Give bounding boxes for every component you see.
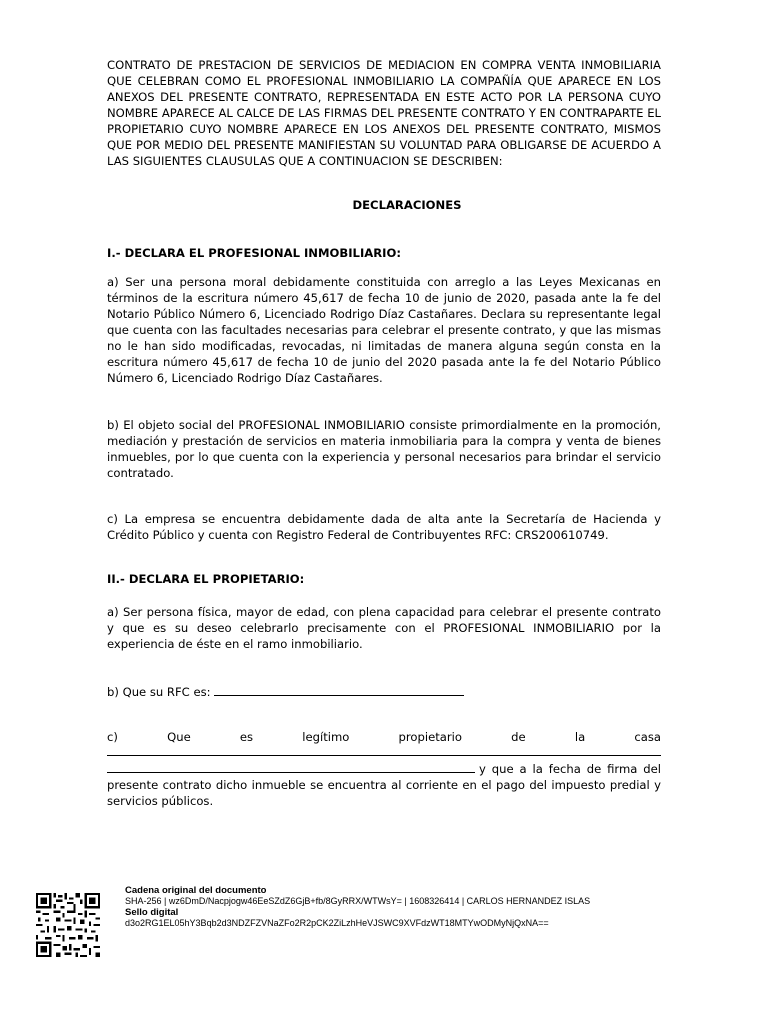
section-2-heading: II.- DECLARA EL PROPIETARIO: — [107, 572, 305, 586]
clause-c-word: legítimo — [302, 730, 350, 744]
declaraciones-title: DECLARACIONES — [352, 198, 462, 212]
cadena-label: Cadena original del documento — [125, 885, 267, 896]
clause-c-word: propietario — [398, 730, 462, 744]
cadena-value: SHA-256 | wz6DmD/Nacpjogw46EeSZdZ6GjB+fb/8GyRRX/WTWsY= | 1608326414 | CARLOS HERNANDEZ ISLAS — [125, 896, 591, 906]
rfc-label: b) Que su RFC es: — [107, 685, 211, 699]
clause-c-word: casa — [634, 730, 661, 744]
section-2-clause-a: a) Ser persona física, mayor de edad, con plena capacidad para celebrar el presente contrato y que es su deseo celebrarlo precisamente con el PROFESIONAL INMOBILIARIO por la experiencia de éste en el ramo inmobiliario. — [107, 605, 661, 651]
section-2-clause-c-first-line — [107, 730, 661, 744]
digital-signature-block — [125, 885, 590, 929]
clause-c-word: de — [511, 730, 526, 744]
house-blank-line-2 — [107, 760, 475, 773]
sello-label: Sello digital — [125, 907, 179, 918]
section-1-heading: I.- DECLARA EL PROFESIONAL INMOBILIARIO: — [107, 246, 401, 260]
house-blank-line — [107, 755, 661, 756]
rfc-blank-line — [214, 683, 464, 696]
section-1-clause-b: b) El objeto social del PROFESIONAL INMOBILIARIO consiste primordialmente en la promoción, mediación y prestación de servicios en materia inmobiliaria para la compra y venta de bienes inmuebles, por lo que cuenta con la experiencia y personal necesarios para brindar el servicio contratado. — [107, 418, 661, 480]
section-1-clause-a: a) Ser una persona moral debidamente constituida con arreglo a las Leyes Mexicanas en términos de la escritura número 45,617 de fecha 10 de junio de 2020, pasada ante la fe del Notario Público Número 6, Licenciado Rodrigo Díaz Castañares. Declara su representante legal que cuenta con las facultades necesarias para celebrar el presente contrato, y que las mismas no le han sido modificadas, revocadas, ni limitadas de manera alguna según consta en la escritura número 45,617 de fecha 10 de junio del 2020 pasada ante la fe del Notario Público Número 6, Licenciado Rodrigo Díaz Castañares. — [107, 275, 661, 385]
clause-c-word: es — [239, 730, 254, 744]
clause-c-rest: y que a la fecha de firma del presente contrato dicho inmueble se encuentra al corriente en el pago del impuesto predial y servicios públicos. — [107, 762, 661, 808]
section-2-clause-b — [107, 683, 464, 700]
clause-c-word: la — [574, 730, 586, 744]
clause-c-word: c) — [107, 730, 118, 744]
section-2-clause-c — [107, 760, 661, 809]
section-1-clause-c: c) La empresa se encuentra debidamente dada de alta ante la Secretaría de Hacienda y Crédito Público y cuenta con Registro Federal de Contribuyentes RFC: CRS200610749. — [107, 512, 661, 542]
qr-code-icon — [36, 893, 100, 957]
sello-value: d3o2RG1EL05hY3Bqb2d3NDZFZVNaZFo2R2pCK2ZiLzhHeVJSWC9XVFdzWT18MTYwODMyNjQxNA== — [125, 918, 549, 928]
clause-c-word: Que — [167, 730, 191, 744]
contract-intro: CONTRATO DE PRESTACION DE SERVICIOS DE MEDIACION EN COMPRA VENTA INMOBILIARIA QUE CELEBRAN COMO EL PROFESIONAL INMOBILIARIO LA COMPAÑÍA QUE APARECE EN LOS ANEXOS DEL PRESENTE CONTRATO, REPRESENTADA EN ESTE ACTO POR LA PERSONA CUYO NOMBRE APARECE AL CALCE DE LAS FIRMAS DEL PRESENTE CONTRATO Y EN CONTRAPARTE EL PROPIETARIO CUYO NOMBRE APARECE EN LOS ANEXOS DEL PRESENTE CONTRATO, MISMOS QUE POR MEDIO DEL PRESENTE MANIFIESTAN SU VOLUNTAD PARA OBLIGARSE DE ACUERDO A LAS SIGUIENTES CLAUSULAS QUE A CONTINUACION SE DESCRIBEN: — [107, 58, 661, 168]
